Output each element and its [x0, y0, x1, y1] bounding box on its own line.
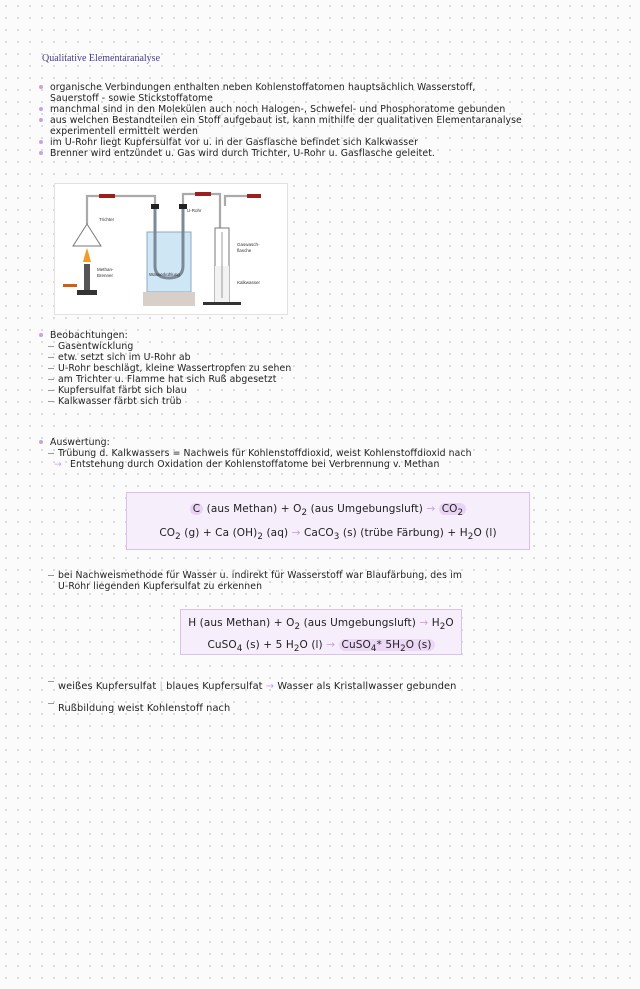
w2-5h: (s) + 5 H [245, 639, 294, 652]
r2-aq: (aq) [266, 527, 289, 540]
arrow-icon: → [326, 639, 336, 652]
observations [36, 330, 291, 407]
r2-caco: CaCO [303, 527, 334, 540]
sub: 2 [467, 532, 474, 543]
hose-1 [99, 194, 115, 198]
sub: 2 [457, 508, 464, 519]
w1-o: O [445, 617, 454, 629]
reaction-box-water [180, 609, 462, 655]
intro-list [36, 82, 522, 159]
sub: 4 [236, 644, 243, 655]
co2-highlight [439, 503, 466, 519]
r2-truebe: (s) (trübe Färbung) + H [342, 527, 468, 540]
w1-h2o: H [431, 617, 440, 629]
stand-block [143, 292, 195, 306]
evaluation [36, 437, 472, 470]
r2-caoh: (g) + Ca (OH) [184, 527, 258, 540]
hose-2 [195, 192, 211, 196]
evaluation-line-2-cont: U-Rohr liegenden Kupfersulfat zu erkennen [58, 581, 263, 592]
evaluation-line-4: Rußbildung weist Kohlenstoff nach [36, 698, 456, 720]
tube-left [87, 196, 155, 224]
r1-luft: (aus Umgebungsluft) [310, 503, 423, 515]
crystal-water: Wasser als Kristallwasser gebunden [277, 681, 457, 692]
evaluation-line-1-cont: → Entstehung durch Oxidation der Kohlenstoffatome bei Verbrennung v. Methan [36, 459, 472, 470]
white-copper-sulfate: weißes Kupfersulfat [58, 681, 157, 692]
w1-luft: (aus Umgebungsluft) [303, 617, 416, 629]
evaluation-line-1: Trübung d. Kalkwassers = Nachweis für Kohlenstoffdioxid, weist Kohlenstoffdioxid nach [36, 448, 472, 459]
r2-h2o: O (l) [473, 527, 497, 540]
sub: 2 [301, 508, 308, 519]
w2-cuso-hydrate: CuSO [341, 639, 371, 652]
evaluation-line-2: bei Nachweismethode für Wasser u. indirekt für Wasserstoff war Blaufärbung, des im [36, 570, 462, 581]
sub: 2 [293, 644, 300, 655]
hose-3 [247, 194, 261, 198]
reaction-box-co2 [126, 492, 530, 550]
tube-middle [183, 194, 220, 232]
flame-icon [83, 248, 91, 262]
gas-hose [63, 284, 77, 287]
label-trichter: Trichter [99, 217, 115, 222]
intro-bullet-5: Brenner wird entzündet u. Gas wird durch Trichter, U-Rohr u. Gasflasche geleitet. [36, 148, 522, 159]
blue-copper-sulfate: blaues Kupfersulfat [166, 681, 263, 692]
bottle-stand [203, 302, 241, 305]
w2-5h2: * 5H [376, 639, 401, 652]
evaluation-2 [36, 570, 462, 592]
observation-3: U-Rohr beschlägt, kleine Wassertropfen zu sehen [36, 363, 291, 374]
burner-base [77, 290, 97, 295]
hydrate-highlight [339, 639, 435, 655]
funnel-icon [73, 224, 101, 246]
intro-bullet-4: im U-Rohr liegt Kupfersulfat vor u. in der Gasflasche befindet sich Kalkwasser [36, 137, 522, 148]
page-title: Qualitative Elementaranalyse [42, 53, 161, 64]
intro-bullet-1-cont: Sauerstoff - sowie Stickstoffatome [50, 93, 213, 104]
w2-os: O (s) [405, 639, 432, 652]
intro-bullet-3: aus welchen Bestandteilen ein Stoff aufgebaut ist, kann mithilfe der qualitativen Elementaranalyse [36, 115, 522, 126]
arrow-icon: → [419, 617, 429, 629]
sub: 2 [175, 532, 181, 543]
label-methan-2: Brenner [97, 273, 114, 278]
carbon-highlight: C [190, 503, 203, 515]
observation-6: Kalkwasser färbt sich trüb [36, 396, 291, 407]
observation-2: etw. setzt sich im U-Rohr ab [36, 352, 291, 363]
sub: 2 [294, 622, 301, 633]
co2: CO [441, 503, 458, 515]
label-gaswasch-1: Gaswasch- [237, 242, 260, 247]
reaction-water-1 [181, 614, 461, 636]
evaluation-line-3 [36, 676, 456, 698]
intro-bullet-2: manchmal sind in den Molekülen auch noch Halogen-, Schwefel- und Phosphoratome gebunden [36, 104, 522, 115]
w2-ol: O (l) [299, 639, 323, 652]
evaluation-3 [36, 676, 456, 720]
arrow-icon: → [265, 681, 275, 692]
observation-4: am Trichter u. Flamme hat sich Ruß abgesetzt [36, 374, 291, 385]
stopper-right [179, 204, 187, 209]
sub: 2 [439, 622, 446, 633]
burner-tube [84, 264, 90, 292]
separator: | [159, 681, 163, 692]
reaction-co2-2 [127, 523, 529, 547]
sub: 4 [370, 644, 377, 655]
label-kalkwasser: Kalkwasser [237, 280, 261, 285]
reaction-water-2 [181, 636, 461, 658]
sub: 2 [400, 644, 406, 655]
arrow-icon: → [426, 503, 436, 515]
intro-bullet-3-cont: experimentell ermittelt werden [50, 126, 198, 137]
observation-1: Gasentwicklung [36, 341, 291, 352]
label-u-rohr: U-Rohr [187, 208, 202, 213]
label-gaswasch-2: flasche [237, 248, 252, 253]
reaction-co2-1 [127, 499, 529, 523]
sub: 2 [257, 532, 264, 543]
observations-heading: Beobachtungen: [36, 330, 291, 341]
w2-cuso: CuSO [207, 639, 237, 652]
stopper-left [151, 204, 159, 209]
r1-methan: (aus Methan) + O [206, 503, 302, 515]
apparatus-diagram [54, 183, 288, 315]
evaluation-heading: Auswertung: [36, 437, 472, 448]
apparatus-svg [55, 184, 287, 314]
sub: 3 [333, 532, 340, 543]
w1-h: H (aus Methan) + O [188, 617, 295, 629]
label-wasserkuehlung: Wasserkühlung [149, 272, 180, 277]
arrow-icon: → [291, 527, 301, 540]
label-methan-1: Methan- [97, 267, 114, 272]
intro-bullet-1: organische Verbindungen enthalten neben Kohlenstoffatomen hauptsächlich Wasserstoff, [36, 82, 522, 93]
observation-5: Kupfersulfat färbt sich blau [36, 385, 291, 396]
r2-co2: CO [159, 527, 176, 540]
